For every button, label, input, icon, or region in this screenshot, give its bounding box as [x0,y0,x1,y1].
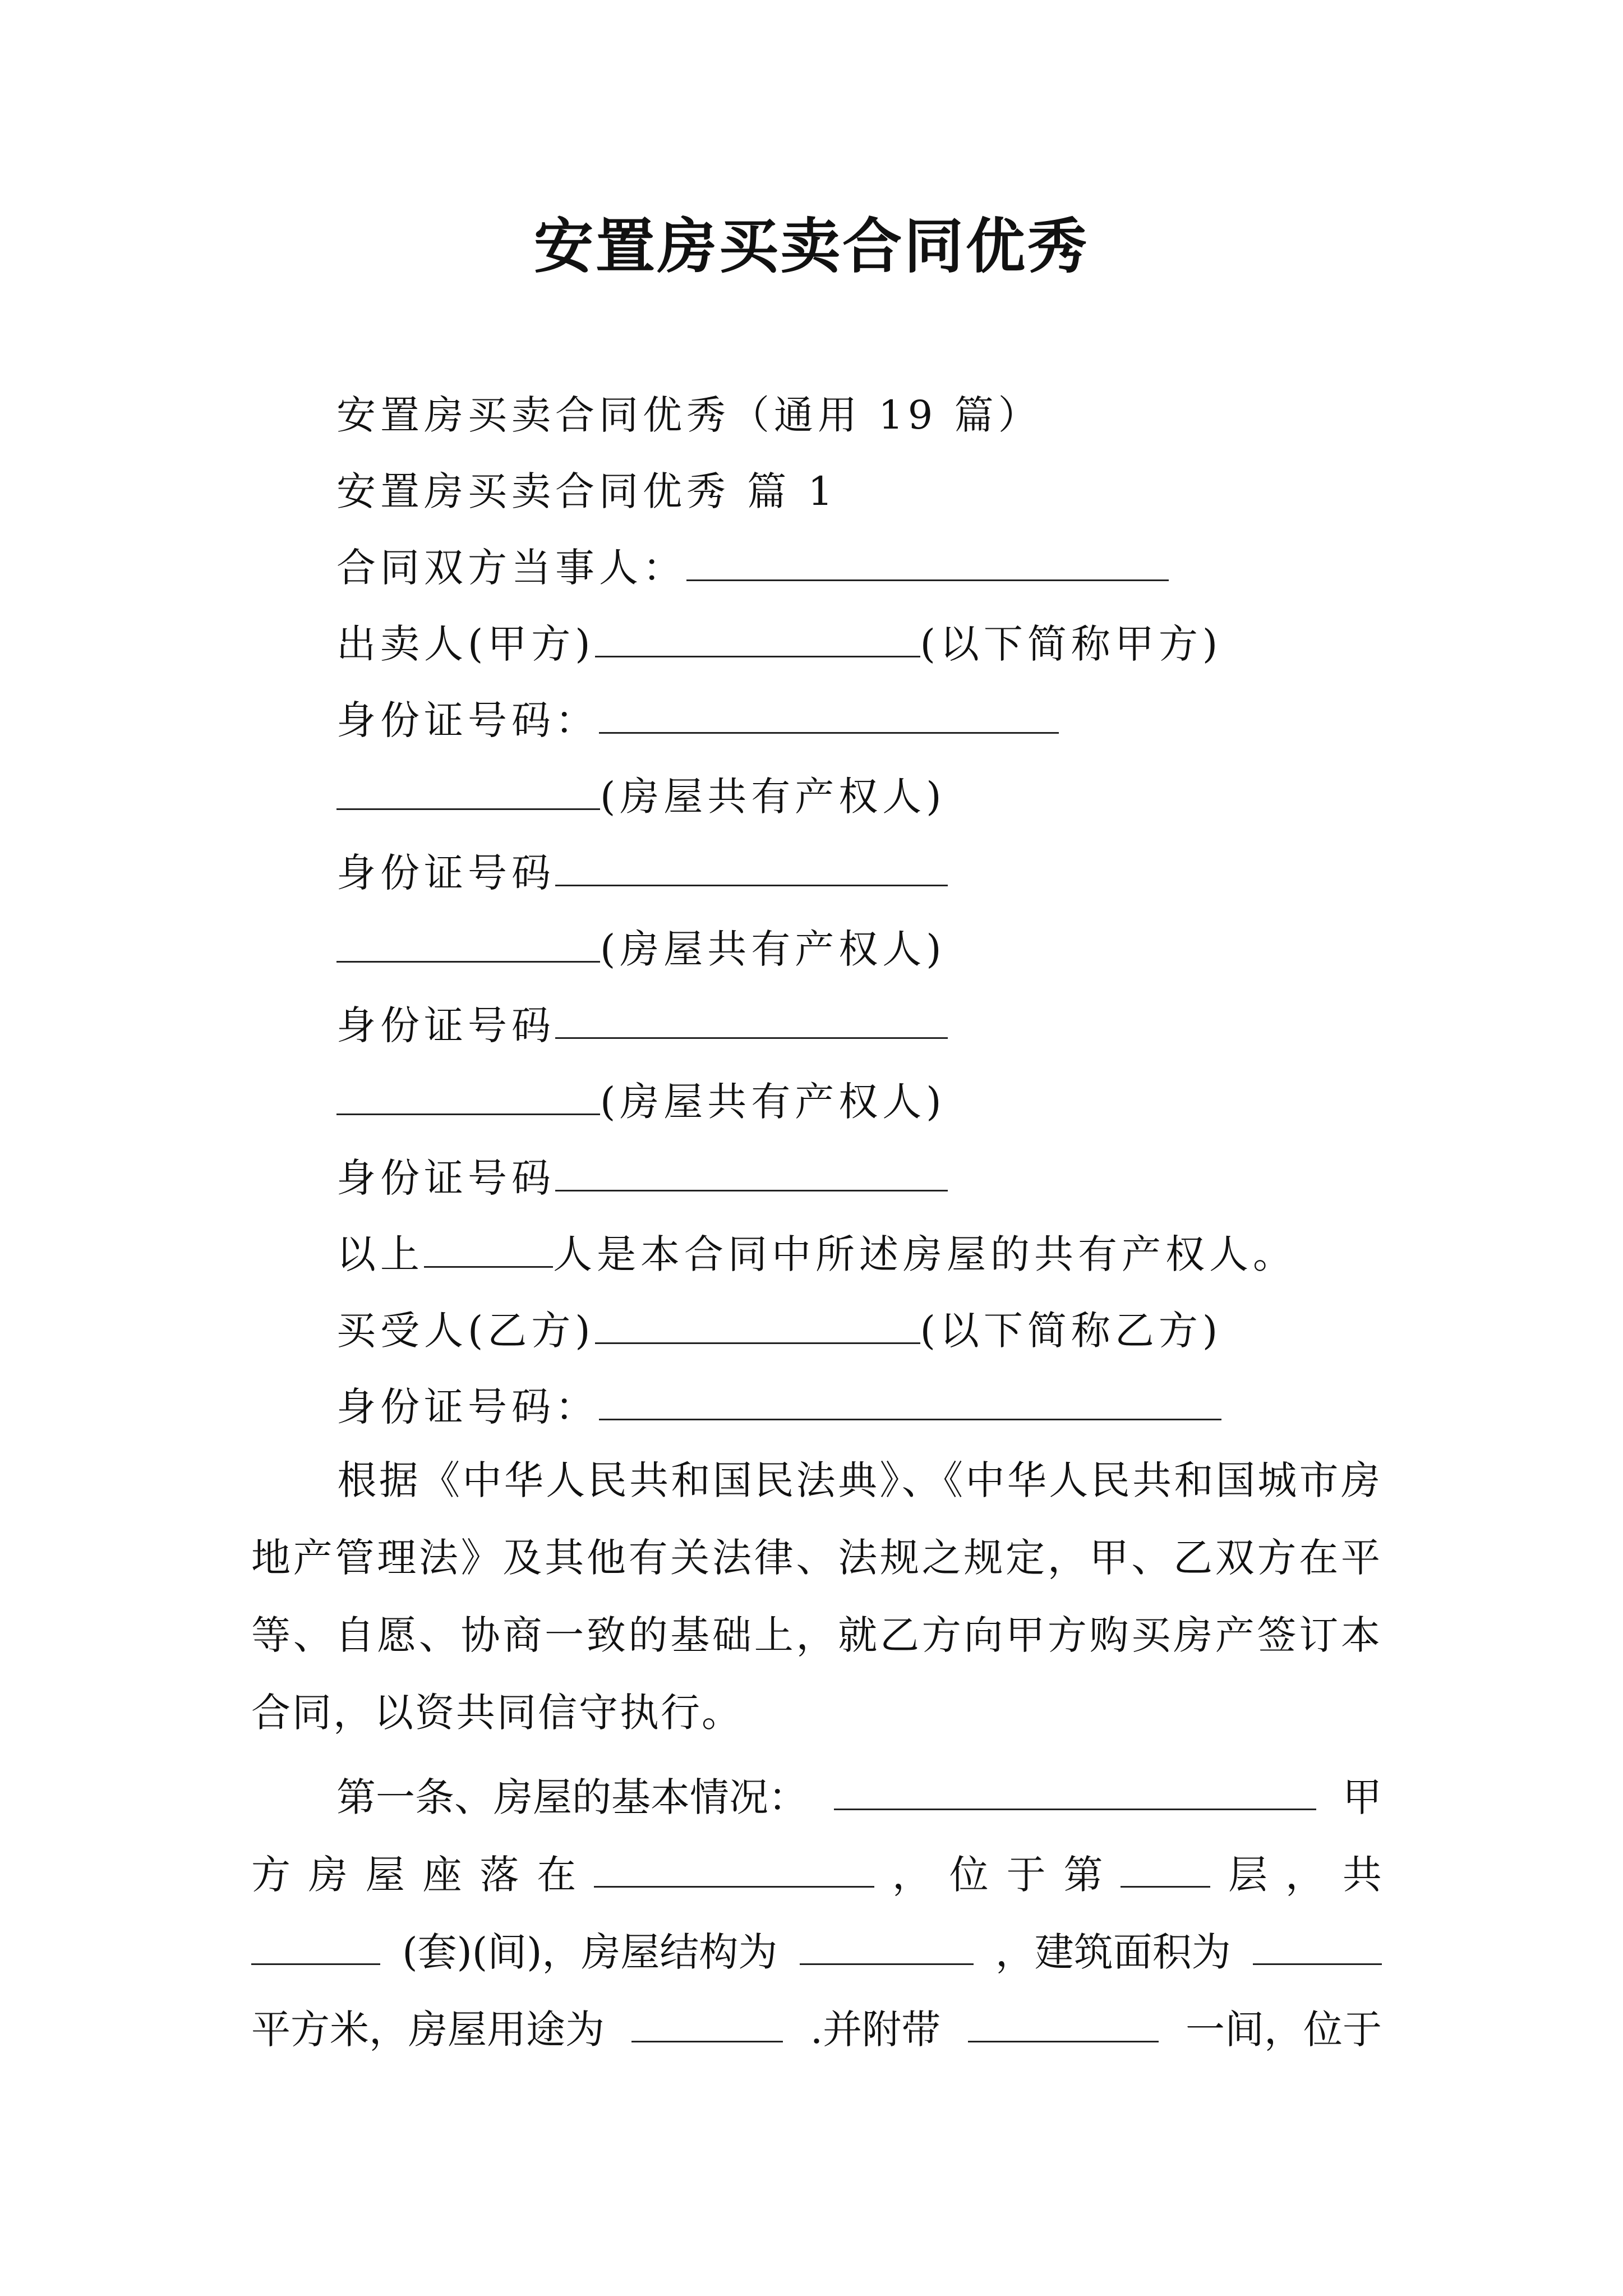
blank-field[interactable] [336,769,600,810]
char: 方 [251,1852,291,1898]
document-title: 安置房买卖合同优秀 [534,211,1089,281]
id-label: 身份证号码 [336,1002,555,1048]
id-label: 身份证号码： [336,697,599,743]
blank-field[interactable] [555,845,948,886]
co-owner-label: (房屋共有产权人) [600,774,946,820]
section-heading: 安置房买卖合同优秀 篇 1 [336,468,838,514]
article1-end: 甲 [1343,1774,1382,1820]
structure-label: (套)(间)，房屋结构为 [402,1929,778,1975]
seller-label: 出卖人(甲方) [336,621,595,667]
blank-field[interactable] [1253,1924,1382,1965]
blank-field[interactable] [800,1924,974,1965]
blank-field[interactable] [834,1769,1316,1810]
located-label: 一间，位于 [1185,2007,1382,2053]
above-label: 以上 [336,1231,424,1277]
id-label: 身份证号码： [336,1384,599,1430]
above-text: 人是本合同中所述房屋的共有产权人。 [553,1231,1297,1277]
blank-field[interactable] [251,1924,380,1965]
char: 屋 [365,1852,405,1898]
buyer-id-line [336,1379,1221,1435]
blank-field[interactable] [595,616,920,657]
char: ， [1285,1852,1325,1898]
char: 层 [1228,1852,1268,1898]
buyer-label: 买受人(乙方) [336,1308,595,1354]
seller-id-line [336,692,1059,748]
char: 在 [537,1852,577,1898]
structure-line [251,1924,1382,1980]
usage-line [251,2001,1382,2058]
blank-field[interactable] [555,1151,948,1191]
subtitle: 安置房买卖合同优秀（通用 19 篇） [336,392,1042,438]
id-label: 身份证号码 [336,1155,555,1201]
blank-field[interactable] [599,1379,1221,1420]
co-owner-id-line [336,1150,948,1206]
seller-line [336,616,1222,672]
attach-label: .并附带 [810,2007,941,2053]
blank-field[interactable] [686,540,1169,581]
location-line [251,1847,1382,1903]
co-owner-id-line [336,845,948,901]
char: 座 [422,1852,462,1898]
seller-note: (以下简称甲方) [920,621,1223,667]
co-owner-count-line [336,1226,1297,1282]
paragraph-text: 根据《中华人民共和国民法典》、《中华人民共和国城市房地产管理法》及其他有关法律、法规之规定，甲、乙双方在平等、自愿、协商一致的基础上，就乙方向甲方购买房产签订本合同，以资共同信守执行。 [251,1457,1382,1736]
blank-field[interactable] [336,1074,600,1115]
char: 房 [308,1852,348,1898]
id-label: 身份证号码 [336,850,555,896]
co-owner-line [336,1074,946,1130]
blank-field[interactable] [424,1227,553,1268]
blank-field[interactable] [599,693,1059,734]
parties-line [336,540,1169,596]
co-owner-id-line [336,997,948,1053]
char: 落 [479,1852,519,1898]
blank-field[interactable] [595,1303,920,1344]
article1-label: 第一条、房屋的基本情况： [336,1774,808,1820]
char: 第 [1063,1852,1103,1898]
blank-field[interactable] [631,2001,783,2042]
buyer-note: (以下简称乙方) [920,1308,1223,1354]
char: 位 [949,1852,989,1898]
char: ， [892,1852,932,1898]
buyer-line [336,1303,1222,1359]
co-owner-line [336,769,946,825]
blank-field[interactable] [594,1847,874,1888]
char: 共 [1342,1852,1382,1898]
article1-line [251,1769,1382,1825]
area-label: ，建筑面积为 [995,1929,1231,1975]
usage-label: 平方米，房屋用途为 [251,2007,605,2053]
co-owner-line [336,921,946,977]
co-owner-label: (房屋共有产权人) [600,926,946,972]
blank-field[interactable] [555,998,948,1039]
co-owner-label: (房屋共有产权人) [600,1079,946,1125]
char: 于 [1006,1852,1046,1898]
blank-field[interactable] [1121,1847,1210,1888]
blank-field[interactable] [968,2001,1159,2042]
blank-field[interactable] [336,922,600,963]
parties-label: 合同双方当事人： [336,545,686,591]
legal-basis-paragraph [251,1442,1382,1751]
